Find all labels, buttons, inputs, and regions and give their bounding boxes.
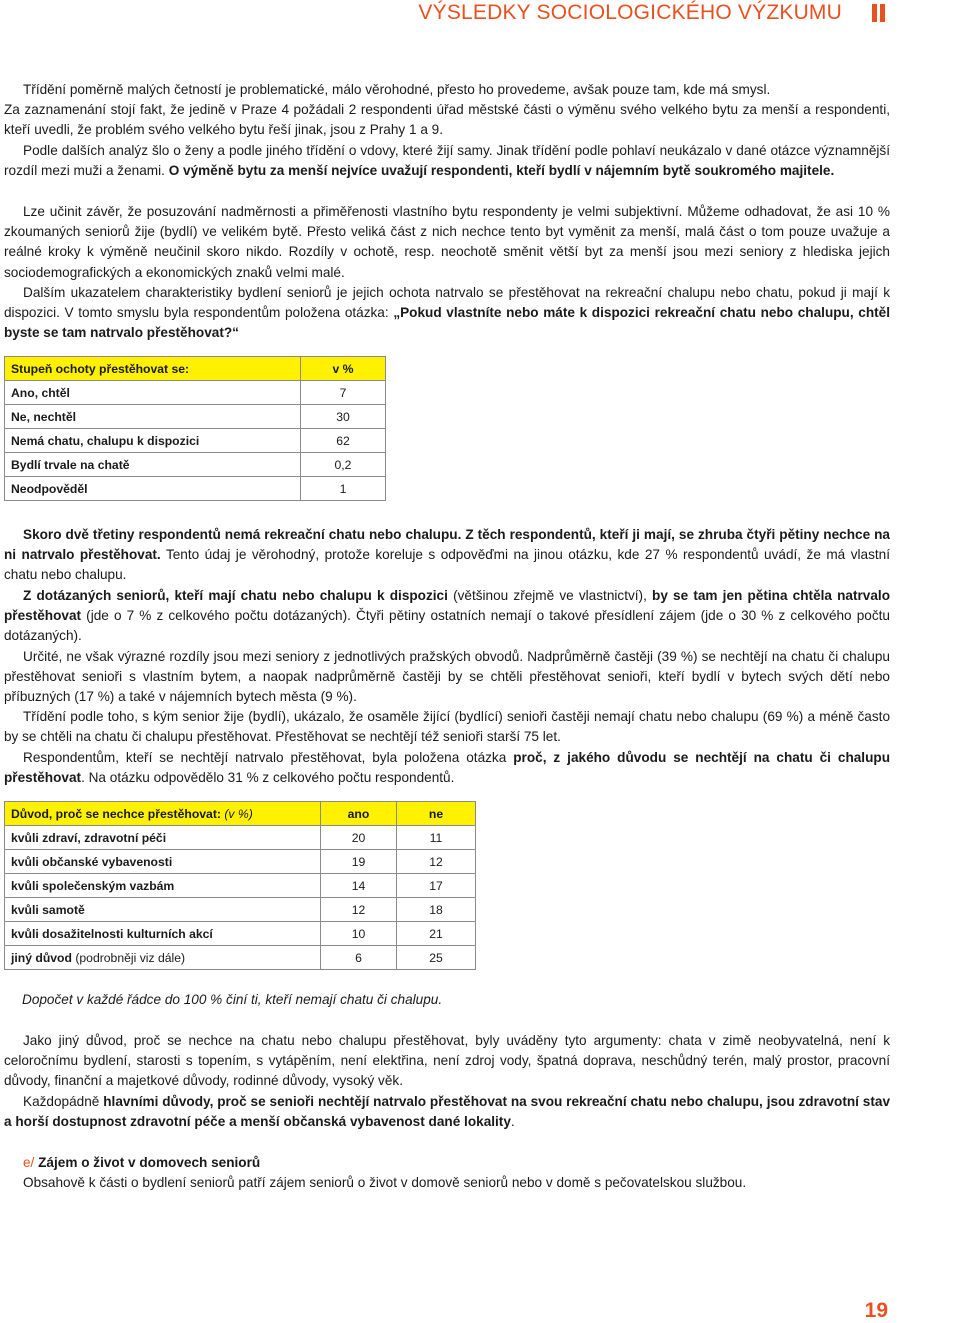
table-cell: Bydlí trvale na chatě [5, 453, 301, 477]
paragraph [4, 283, 890, 344]
table-header-row [5, 802, 476, 826]
table-row [5, 405, 386, 429]
table-header-cell: v % [301, 357, 386, 381]
table-note: Dopočet v každé řádce do 100 % činí ti, kteří nemají chatu či chalupu. [22, 992, 443, 1007]
table-cell: 11 [397, 826, 476, 850]
table-cell [5, 946, 321, 970]
table-cell: kvůli samotě [5, 898, 321, 922]
section-letter: e/ [23, 1155, 35, 1170]
bold-text: proč, z jakého důvodu se nechtějí na chatu či chalupu přestěhovat [4, 750, 890, 786]
text: Třídění podle toho, s kým senior žije (bydlí), ukázalo, že osaměle žijící (bydlící) senioři častěji nemají chatu nebo chalupu (69 %) a méně často by se chtěli na chatu či chalupu přestěhovat. Přestěhovat se nechtějí též senioři starší 75 let. [4, 709, 890, 745]
header-label: Důvod, proč se nechce přestěhovat: [11, 806, 221, 821]
table-cell: 19 [321, 850, 397, 874]
table-cell: kvůli zdraví, zdravotní péči [5, 826, 321, 850]
table-header-cell: ano [321, 802, 397, 826]
table-cell: 21 [397, 922, 476, 946]
bold-text: O výměně bytu za menší nejvíce uvažují respondenti, kteří bydlí v nájemním bytě soukromého majitele. [168, 163, 835, 179]
table-row [5, 898, 476, 922]
table-cell: Nemá chatu, chalupu k dispozici [5, 429, 301, 453]
row-note: (podrobněji viz dále) [75, 950, 186, 965]
bold-text: Skoro dvě třetiny respondentů nemá rekreační chatu nebo chalupu. Z těch respondentů, kteří ji mají, se zhruba čtyři pětiny nechce na ni natrvalo přestěhovat. [4, 527, 890, 563]
text: Respondentům, kteří se nechtějí natrvalo přestěhovat, byla položena otázka [23, 750, 507, 765]
table-row [5, 922, 476, 946]
paragraph [4, 525, 890, 586]
table-cell: 25 [397, 946, 476, 970]
text: Přesto veliká část z nich nechce tento byt vyměnit za menší, malá část o tom pouze uvažuje a reálné kroky k výměně neučinil skoro nikdo. Rozdíly v ochotě, resp. neochotě směnit větší byt za menší jsou mezi seniory z hlediska jejich sociodemografických a ekonomických znaků velmi malé. [4, 224, 890, 280]
table-cell: 10 [321, 922, 397, 946]
table-row [5, 477, 386, 501]
section-heading [23, 1153, 883, 1173]
text: Za zaznamenání stojí fakt, že jedině v Praze 4 požádali 2 respondenti úřad městské části o výměnu svého velkého bytu za menší a respondenti, kteří uvedli, že problém svého velkého bytu řeší jinak, jsou z Prahy 1 a 9. [4, 102, 890, 138]
paragraph [4, 141, 890, 181]
text: . Na otázku odpovědělo 31 % z celkového počtu respondentů. [81, 770, 455, 786]
table-cell: 12 [397, 850, 476, 874]
running-header [418, 1, 842, 25]
text: Obsahově k části o bydlení seniorů patří zájem seniorů o život v domově seniorů nebo v domě s pečovatelskou službou. [23, 1175, 747, 1190]
table-header-cell: Stupeň ochoty přestěhovat se: [5, 357, 301, 381]
running-header-title: VÝSLEDKY SOCIOLOGICKÉHO VÝZKUMU [418, 1, 842, 24]
text: Podle dalších analýz šlo o ženy a podle jiného třídění o vdovy, které žijí samy. Jinak třídění podle pohlaví neukázalo v dané otázce významnější rozdíl mezi muži a ženami. [4, 143, 890, 179]
paragraph [4, 748, 890, 788]
table-cell: 6 [321, 946, 397, 970]
bold-text: by se tam jen pětina chtěla natrvalo přestěhovat [4, 588, 891, 624]
reasons-table [4, 801, 476, 970]
table-cell: 17 [397, 874, 476, 898]
table-cell: 12 [321, 898, 397, 922]
text: (většinou zřejmě ve vlastnictví), [453, 588, 647, 603]
text: . [510, 1114, 515, 1130]
willingness-table [4, 356, 386, 501]
table-cell: 0,2 [301, 453, 386, 477]
table-cell: 1 [301, 477, 386, 501]
section-title: Zájem o život v domovech seniorů [38, 1155, 261, 1170]
bold-text: Z dotázaných seniorů, kteří mají chatu nebo chalupu k dispozici [23, 588, 448, 603]
table-header-cell: ne [397, 802, 476, 826]
table-cell: Neodpověděl [5, 477, 301, 501]
paragraph [4, 586, 890, 647]
row-label: jiný důvod [11, 950, 72, 965]
text: Dalším ukazatelem charakteristiky bydlení seniorů je jejich ochota natrvalo se přestěhovat na rekreační chalupu nebo chatu, pokud ji mají k dispozici. V tomto smyslu byla respondentům položena otázka: [4, 285, 890, 321]
table-cell: 30 [301, 405, 386, 429]
table-cell: 62 [301, 429, 386, 453]
text: (jde o 7 % z celkového počtu dotázaných). Čtyři pětiny ostatních nemají o takové přesídlení zájem (jde o 30 % z celkového počtu dotázaných). [4, 608, 890, 644]
table-header-row [5, 357, 386, 381]
paragraph [4, 80, 890, 141]
table-cell: 20 [321, 826, 397, 850]
table-row [5, 946, 476, 970]
paragraph [23, 1173, 890, 1193]
table-row [5, 874, 476, 898]
table-cell: 7 [301, 381, 386, 405]
table-cell: kvůli dosažitelnosti kulturních akcí [5, 922, 321, 946]
bold-question: „Pokud vlastníte nebo máte k dispozici rekreační chatu nebo chalupu, chtěl byste se tam natrvalo přestěhovat?“ [4, 305, 891, 341]
table-row [5, 429, 386, 453]
table-cell: 18 [397, 898, 476, 922]
paragraph [4, 647, 890, 708]
text: Jako jiný důvod, proč se nechce na chatu nebo chalupu přestěhovat, byly uváděny tyto argumenty: chata v zimě neobyvatelná, není k celoročnímu bydlení, starosti s topením, s vytápěním, není elektřina, není zdroj vody, špatná doprava, neschůdný terén, malý prostor, pracovní důvody, finanční a majetkové důvody, rodinné důvody, vysoký věk. [4, 1033, 890, 1089]
bold-text: hlavními důvody, proč se senioři nechtějí natrvalo přestěhovat na svou rekreační chatu nebo chalupu, jsou zdravotní stav a horší dostupnost zdravotní péče a menší občanská vybavenost dané lokality [4, 1094, 891, 1130]
page-number: 19 [864, 1299, 888, 1322]
table-cell: 14 [321, 874, 397, 898]
text: Můžeme odhadovat, že asi 10 % zkoumaných seniorů žije (bydlí) ve velikém bytě. [4, 204, 890, 240]
table-row [5, 453, 386, 477]
header-accent-bars [872, 4, 888, 22]
table-row [5, 381, 386, 405]
text: Tento údaj je věrohodný, protože koreluje s odpověďmi na jinou otázku, kde 27 % respondentů uvádí, že má vlastní chatu nebo chalupu. [4, 547, 890, 583]
paragraph [4, 202, 890, 283]
text: Každopádně [23, 1094, 100, 1109]
paragraph [4, 707, 890, 747]
table-cell: kvůli občanské vybavenosti [5, 850, 321, 874]
text: Určité, ne však výrazné rozdíly jsou mezi seniory z jednotlivých pražských obvodů. Nadprůměrně častěji (39 %) se nechtějí na chatu či chalupu přestěhovat senioři s vlastním bytem, a naopak nadprůměrně častěji by se chtěli přestěhovat senioři, kteří bydlí v bytech svých dětí nebo příbuzných (17 %) a také v nájemních bytech města (9 %). [4, 649, 890, 705]
text: Třídění poměrně malých četností je problematické, málo věrohodné, přesto ho provedeme, avšak pouze tam, kde má smysl. [23, 82, 771, 97]
paragraph [4, 1092, 890, 1132]
header-unit: (v %) [224, 806, 253, 821]
table-cell: Ne, nechtěl [5, 405, 301, 429]
paragraph [4, 1031, 890, 1092]
text: Lze učinit závěr, že posuzování nadměrnosti a přiměřenosti vlastního bytu respondenty je velmi subjektivní. [23, 204, 683, 219]
table-cell: Ano, chtěl [5, 381, 301, 405]
table-row [5, 826, 476, 850]
table-row [5, 850, 476, 874]
table-header-cell [5, 802, 321, 826]
table-cell: kvůli společenským vazbám [5, 874, 321, 898]
